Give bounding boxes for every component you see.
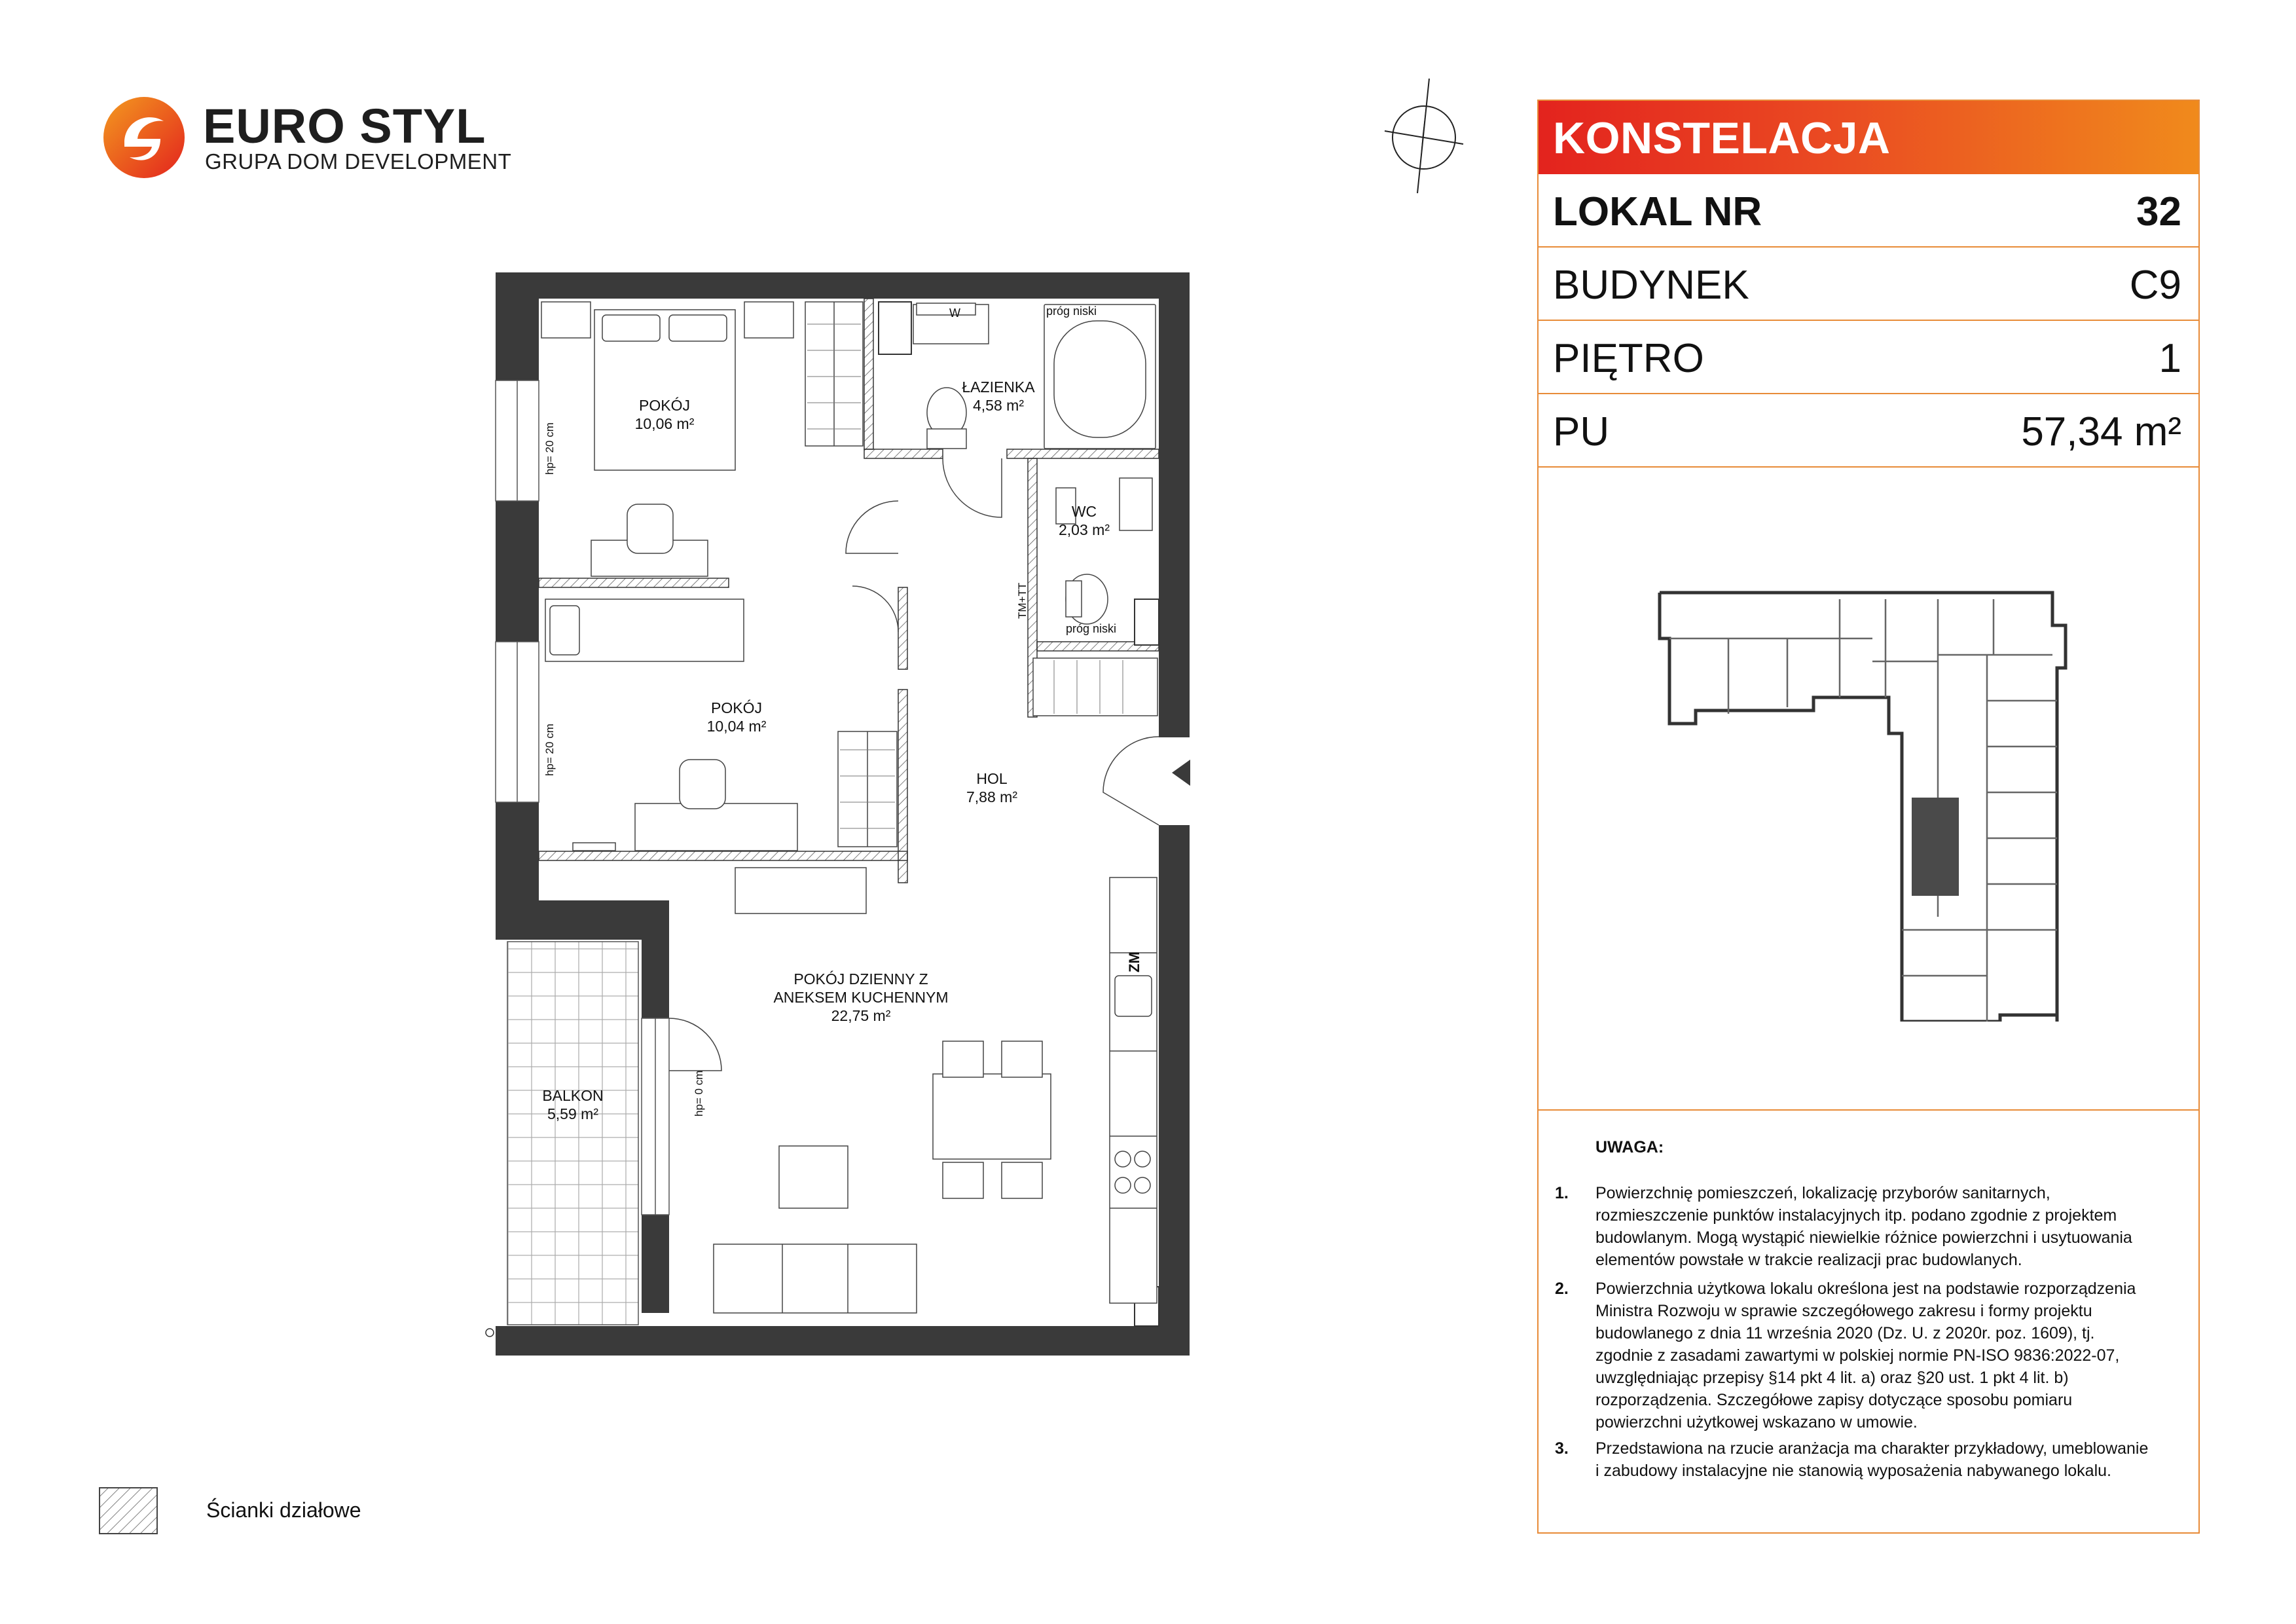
notes-title: UWAGA: bbox=[1595, 1138, 1664, 1156]
legend bbox=[98, 1486, 361, 1539]
room-area: 5,59 m² bbox=[547, 1105, 598, 1122]
w-label-bathroom: W bbox=[949, 306, 960, 320]
note-text: Powierzchnię pomieszczeń, lokalizację przyborów sanitarnych, rozmieszczenie punktów instalacyjnych itp. podano zgodnie z projektem budowlanym. Mogą wystąpić niewielkie różnice powierzchni i usytuowania elementów powstałe w trakcie realizacji prac budowlanych. bbox=[1595, 1184, 2132, 1269]
room-label-living bbox=[763, 970, 959, 1025]
info-row-floor bbox=[1539, 321, 2198, 394]
legend-label: Ścianki działowe bbox=[206, 1498, 361, 1522]
project-header bbox=[1539, 101, 2198, 174]
room-area: 2,03 m² bbox=[1059, 521, 1110, 538]
info-value: 57,34 m² bbox=[2021, 409, 2181, 454]
building-key-plan bbox=[1624, 576, 2095, 1022]
room-label-wc bbox=[1051, 502, 1117, 539]
floor-plan bbox=[484, 265, 1198, 1362]
room-name: POKÓJ bbox=[711, 699, 762, 716]
room-name: WC bbox=[1071, 503, 1097, 520]
room-label-hall bbox=[959, 769, 1025, 806]
room-name: BALKON bbox=[542, 1087, 604, 1104]
room-name: POKÓJ bbox=[639, 397, 690, 414]
tm-tt-label: TM+TT bbox=[1016, 582, 1029, 619]
threshold-label-wc: próg niski bbox=[1066, 622, 1117, 635]
room-area: 10,04 m² bbox=[706, 718, 767, 735]
room-label-balcony bbox=[537, 1086, 609, 1123]
info-row-area bbox=[1539, 394, 2198, 468]
note-text: Powierzchnia użytkowa lokalu określona jest na podstawie rozporządzenia Ministra Rozwoju w sprawie szczegółowego zakresu i formy projektu budowlanego z dnia 11 września 2020 (Dz. U. z 2020r. poz. 1609), tj. zgodnie z zasadami zawartymi w polskiej normie PN-ISO 9836:2022-07, uwzględniając przepisy §14 pkt 4 lit. a) oraz §20 ust. 1 pkt 4 lit. b) rozporządzenia. Szczegółowe zapisy dotyczące sposobu pomiaru powierzchni użytkowej wskazano w umowie. bbox=[1595, 1280, 2136, 1431]
brand-name: EURO STYL bbox=[203, 99, 486, 153]
brand-subtitle: GRUPA DOM DEVELOPMENT bbox=[205, 149, 512, 174]
room-area: 7,88 m² bbox=[966, 788, 1017, 805]
note-number: 1. bbox=[1555, 1184, 1569, 1202]
info-key: LOKAL NR bbox=[1553, 189, 1762, 234]
eurostyl-logo bbox=[98, 92, 524, 183]
threshold-label-bathroom: próg niski bbox=[1046, 304, 1097, 318]
room-name: HOL bbox=[976, 770, 1008, 787]
hp-label-bedroom-2: hp= 20 cm bbox=[543, 724, 556, 776]
note-text: Przedstawiona na rzucie aranżacja ma charakter przykładowy, umeblowanie i zabudowy instalacyjne nie stanowią wyposażenia nabywanego lokalu. bbox=[1595, 1439, 2149, 1480]
room-label-bedroom-2 bbox=[701, 699, 773, 735]
room-area: 22,75 m² bbox=[831, 1007, 891, 1024]
room-label-bathroom bbox=[953, 378, 1044, 415]
hp-label-bedroom-1: hp= 20 cm bbox=[543, 422, 556, 475]
room-area: 10,06 m² bbox=[634, 415, 695, 432]
room-name-line1: POKÓJ DZIENNY Z bbox=[793, 970, 928, 987]
note-number: 3. bbox=[1555, 1439, 1569, 1458]
info-key: PU bbox=[1553, 409, 1610, 454]
hatched-wall-swatch-icon bbox=[98, 1486, 160, 1536]
room-area: 4,58 m² bbox=[973, 397, 1024, 414]
panel-divider bbox=[1539, 1109, 2198, 1111]
info-value: C9 bbox=[2129, 263, 2181, 308]
info-row-building bbox=[1539, 248, 2198, 321]
floor-plan-drawing bbox=[484, 265, 1198, 1359]
room-name: ŁAZIENKA bbox=[962, 378, 1035, 396]
info-key: PIĘTRO bbox=[1553, 336, 1704, 381]
note-number: 2. bbox=[1555, 1280, 1569, 1298]
info-key: BUDYNEK bbox=[1553, 263, 1749, 308]
room-label-bedroom-1 bbox=[629, 396, 701, 433]
room-name-line2: ANEKSEM KUCHENNYM bbox=[773, 989, 949, 1006]
info-value: 1 bbox=[2159, 336, 2181, 381]
north-arrow-icon bbox=[1372, 72, 1476, 203]
zm-label: ZM bbox=[1126, 951, 1142, 972]
project-name: KONSTELACJA bbox=[1553, 113, 1891, 163]
info-row-unit bbox=[1539, 174, 2198, 248]
info-value: 32 bbox=[2136, 189, 2181, 234]
logo-mark-icon bbox=[98, 92, 190, 183]
hp-label-balcony: hp= 0 cm bbox=[693, 1070, 705, 1116]
